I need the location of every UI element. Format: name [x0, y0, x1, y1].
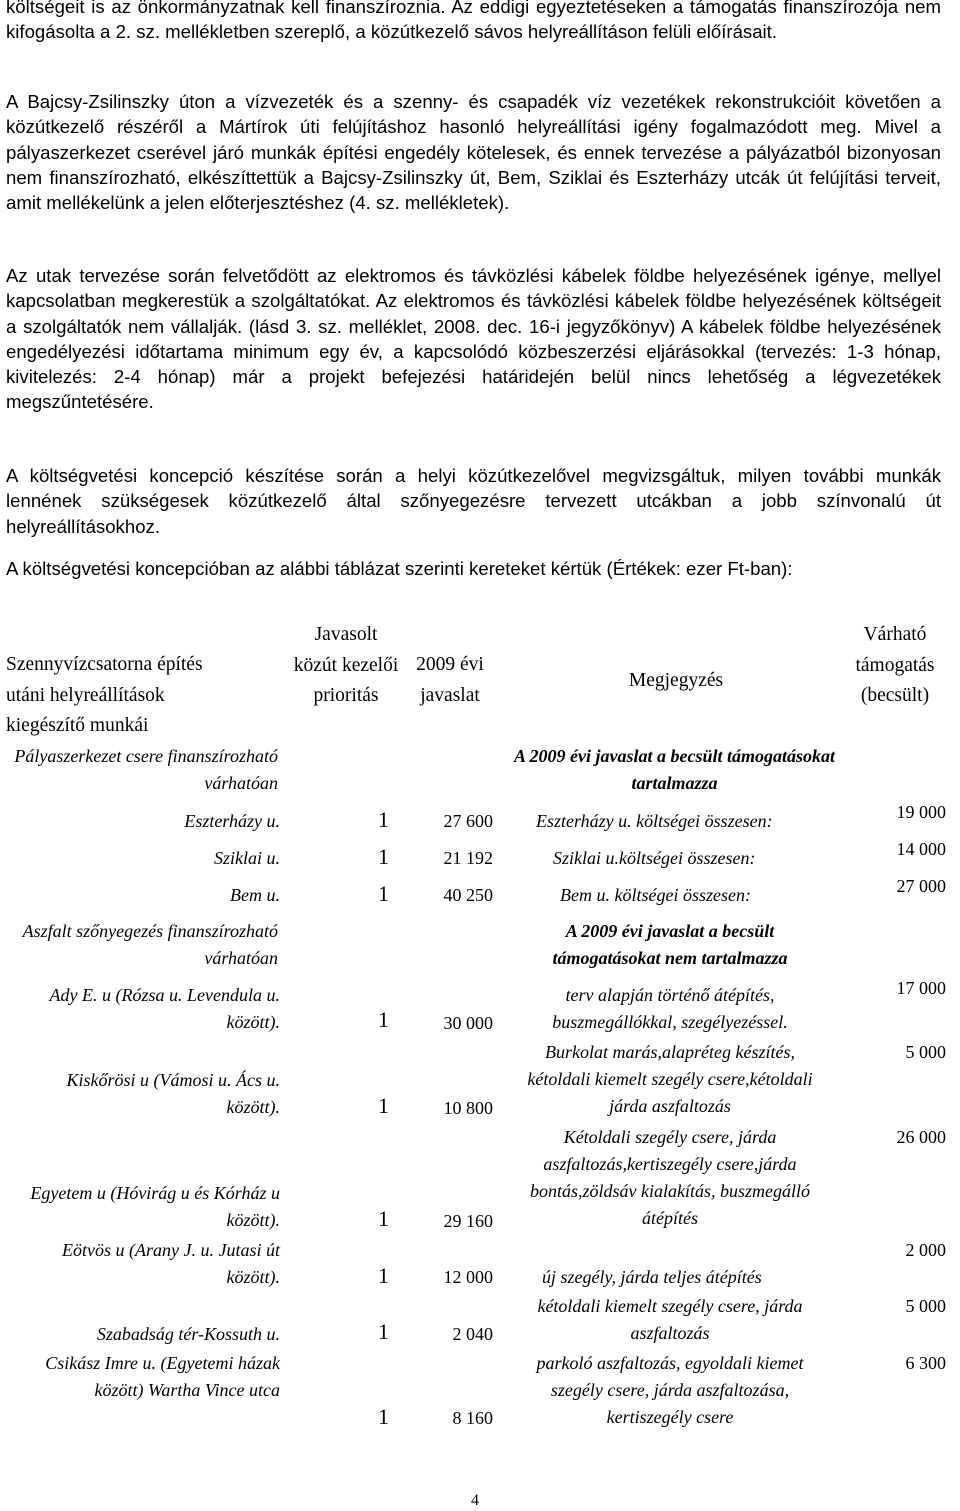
proposal-value: 30 000: [443, 1013, 493, 1033]
priority-value: 1: [378, 1007, 389, 1032]
header-work-type: Szennyvízcsatorna építés utáni helyreállítások kiegészítő munkái: [6, 654, 203, 736]
section-label-pavement: Pályaszerkezet csere finanszírozható várhatóan: [14, 746, 278, 793]
priority-value: 1: [378, 1319, 389, 1344]
proposal-value: 10 800: [443, 1098, 493, 1118]
priority-value: 1: [378, 844, 389, 869]
section-label-asphalt: Aszfalt szőnyegezés finanszírozható várhatóan: [22, 921, 278, 968]
header-proposal-2009: 2009 évi javaslat: [416, 654, 484, 706]
paragraph-4: A költségvetési koncepció készítése során a helyi közútkezelővel megvizsgáltuk, milyen további munkák lennének szükségesek közútkezelő által szőnyegezésre tervezett utcákban a jobb színvonalú út helyreállításokhoz.: [6, 465, 941, 537]
proposal-value: 8 160: [452, 1408, 493, 1428]
support-value: 27 000: [896, 876, 946, 896]
row-note: Eszterházy u. költségei összesen:: [536, 811, 773, 831]
priority-value: 1: [378, 1404, 389, 1429]
paragraph-3: Az utak tervezése során felvetődött az elektromos és távközlési kábelek földbe helyezésének igénye, mellyel kapcsolatban megkerestük a szolgáltatókat. Az elektromos és távközlési kábelek földbe helyezésének költségeit a szolgáltatók nem vállalják. (lásd 3. sz. melléklet, 2008. dec. 16-i jegyzőkönyv) A kábelek földbe helyezésének engedélyezési időtartama minimum egy év, a kapcsolódó közbeszerzési eljárásokkal (tervezés: 1-3 hónap, kivitelezés: 2-4 hónap) már a projekt befejezési határidején belül nincs lehetőség a légvezetékek megszűntetésére.: [6, 265, 941, 413]
section-note-pavement: A 2009 évi javaslat a becsült támogatásokat tartalmazza: [514, 746, 835, 793]
header-note: Megjegyzés: [628, 670, 724, 691]
proposal-value: 12 000: [443, 1267, 493, 1287]
proposal-value: 27 600: [443, 811, 493, 831]
row-note: Kétoldali szegély csere, járda aszfaltozás,kertiszegély csere,járda bontás,zöldsáv kialakítás, buszmegálló átépítés: [530, 1127, 810, 1228]
row-note: kétoldali kiemelt szegély csere, járda aszfaltozás: [537, 1296, 803, 1343]
priority-value: 1: [378, 807, 389, 832]
street-name: Bem u.: [230, 885, 280, 905]
support-value: 6 300: [905, 1353, 946, 1373]
street-name: Csikász Imre u. (Egyetemi házak között) Wartha Vince utca: [45, 1353, 280, 1400]
priority-value: 1: [378, 1093, 389, 1118]
street-name: Kiskőrösi u (Vámosi u. Ács u. között).: [66, 1070, 280, 1117]
priority-value: 1: [378, 1206, 389, 1231]
paragraph-5: A költségvetési koncepcióban az alábbi táblázat szerinti kereteket kértük (Értékek: ezer Ft-ban):: [6, 558, 793, 579]
row-note: Bem u. költségei összesen:: [560, 885, 751, 905]
row-note: Sziklai u.költségei összesen:: [553, 848, 756, 868]
support-value: 5 000: [905, 1042, 946, 1062]
priority-value: 1: [378, 1263, 389, 1288]
proposal-value: 29 160: [443, 1211, 493, 1231]
support-value: 19 000: [896, 802, 946, 822]
support-value: 5 000: [905, 1296, 946, 1316]
street-name: Szabadság tér-Kossuth u.: [96, 1324, 280, 1344]
street-name: Eszterházy u.: [184, 811, 280, 831]
row-note: parkoló aszfaltozás, egyoldali kiemet szegély csere, járda aszfaltozása, kertiszegély csere: [536, 1353, 804, 1427]
proposal-value: 40 250: [443, 885, 493, 905]
header-expected-support: Várható támogatás (becsült): [855, 624, 935, 706]
street-name: Eötvös u (Arany J. u. Jutasi út között).: [62, 1240, 280, 1287]
priority-value: 1: [378, 881, 389, 906]
street-name: Egyetem u (Hóvirág u és Kórház u között).: [30, 1183, 280, 1230]
section-note-asphalt: A 2009 évi javaslat a becsült támogatásokat nem tartalmazza: [552, 921, 788, 968]
proposal-value: 2 040: [452, 1324, 493, 1344]
support-value: 26 000: [896, 1127, 946, 1147]
paragraph-1: költségeit is az önkormányzatnak kell finanszíroznia. Az eddigi egyeztetéseken a támogatás finanszírozója nem kifogásolta a 2. sz. mellékletben szereplő, a közútkezelő sávos helyreállításon felüli előírásait.: [6, 0, 941, 43]
street-name: Ady E. u (Rózsa u. Levendula u. között).: [49, 985, 280, 1032]
paragraph-2: A Bajcsy-Zsilinszky úton a vízvezeték és a szenny- és csapadék víz vezetékek rekonstrukcióit követően a közútkezelő részéről a Mártírok úti felújításhoz hasonló helyreállítási igény fogalmazódott meg. Mivel a pályaszerkezet cserével járó munkák építési engedély kötelesek, és ennek tervezése a pályázatból bizonyosan nem finanszírozható, elkészíttettük a Bajcsy-Zsilinszky út, Bem, Sziklai és Eszterházy utcák út felújítási terveit, amit mellékelünk a jelen előterjesztéshez (4. sz. mellékletek).: [6, 91, 941, 214]
proposal-value: 21 192: [443, 848, 493, 868]
support-value: 14 000: [896, 839, 946, 859]
row-note: Burkolat marás,alapréteg készítés, kétoldali kiemelt szegély csere,kétoldali járda aszfaltozás: [527, 1042, 813, 1116]
page-number: 4: [471, 1492, 479, 1509]
support-value: 17 000: [896, 978, 946, 998]
header-priority: Javasolt közút kezelői prioritás: [293, 624, 399, 706]
street-name: Sziklai u.: [214, 848, 280, 868]
support-value: 2 000: [905, 1240, 946, 1260]
row-note: terv alapján történő átépítés, buszmegállókkal, szegélyezéssel.: [552, 985, 788, 1032]
row-note: új szegély, járda teljes átépítés: [542, 1267, 762, 1287]
